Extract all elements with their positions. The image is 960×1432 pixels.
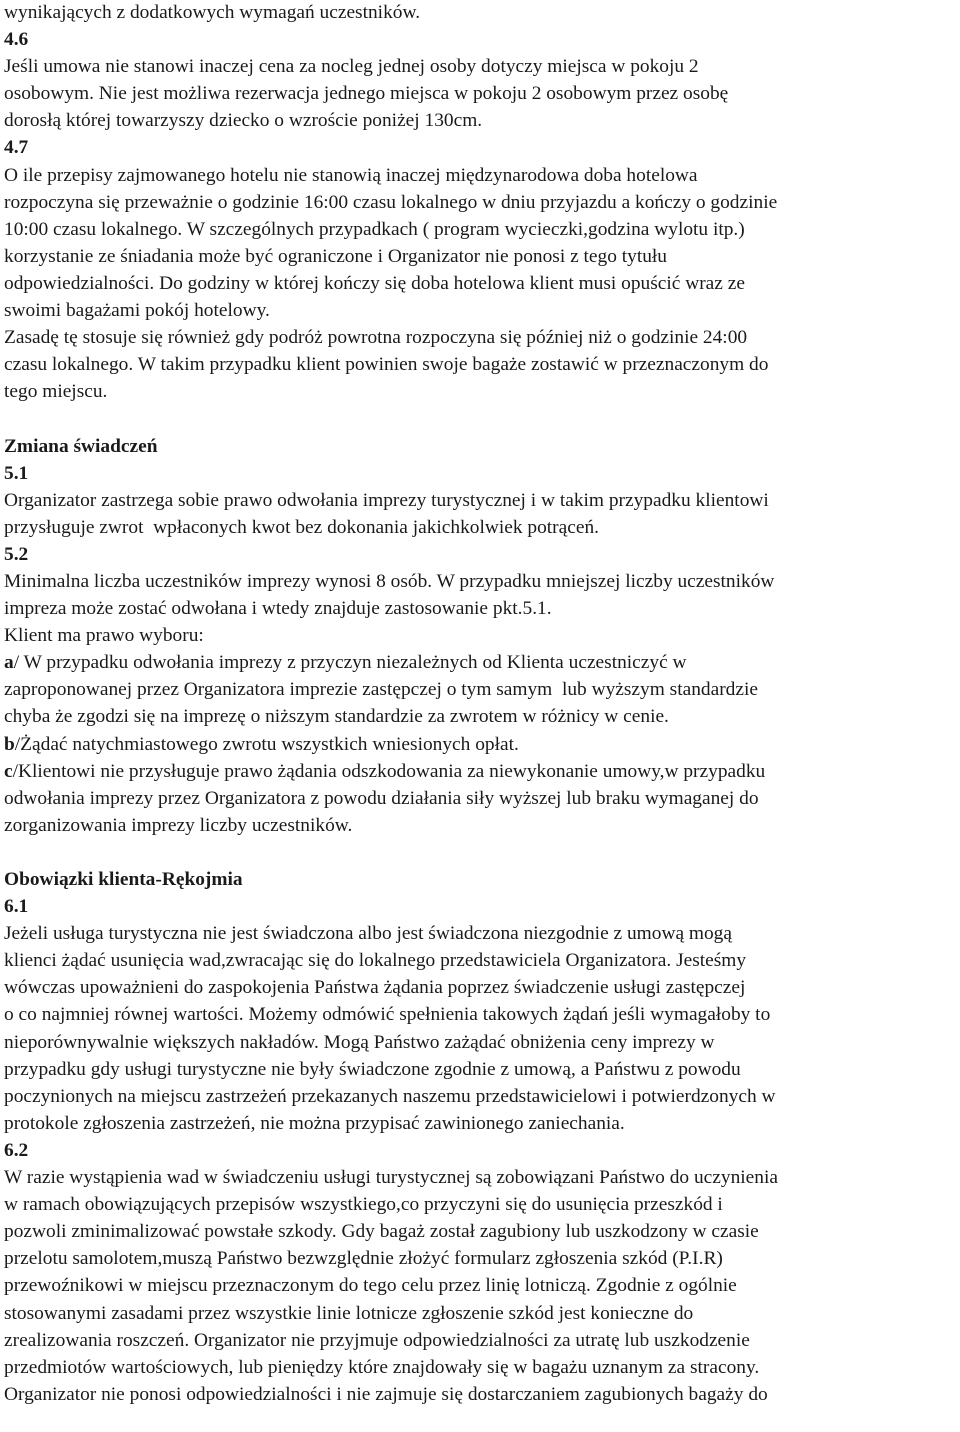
paragraph-line: impreza może zostać odwołana i wtedy znajduje zastosowanie pkt.5.1. bbox=[4, 598, 552, 620]
option-a-text: / W przypadku odwołania imprezy z przyczyn niezależnych od Klienta uczestniczyć w bbox=[13, 652, 687, 674]
paragraph-line: Organizator zastrzega sobie prawo odwołania imprezy turystycznej i w takim przypadku klientowi bbox=[4, 489, 769, 511]
paragraph-line: swoimi bagażami pokój hotelowy. bbox=[4, 300, 270, 322]
section-gap bbox=[4, 839, 960, 866]
option-c-letter: c bbox=[4, 760, 13, 782]
section-number-6-2: 6.2 bbox=[4, 1139, 29, 1161]
paragraph-line: Klient ma prawo wyboru: bbox=[4, 625, 204, 647]
paragraph-line: chyba że zgodzi się na imprezę o niższym standardzie za zwrotem w różnicy w cenie. bbox=[4, 706, 669, 728]
paragraph-line: przysługuje zwrot wpłaconych kwot bez dokonania jakichkolwiek potrąceń. bbox=[4, 516, 599, 538]
paragraph-line: Minimalna liczba uczestników imprezy wynosi 8 osób. W przypadku mniejszej liczby uczestników bbox=[4, 570, 775, 592]
option-b-line bbox=[4, 731, 960, 758]
heading-obowiazki-klienta: Obowiązki klienta-Rękojmia bbox=[4, 869, 243, 890]
paragraph-line: rozpoczyna się przeważnie o godzinie 16:00 czasu lokalnego w dniu przyjazdu a kończy o godzinie bbox=[4, 191, 778, 213]
option-c-line bbox=[4, 758, 960, 785]
paragraph-line: osobowym. Nie jest możliwa rezerwacja jednego miejsca w pokoju 2 osobowym przez osobę bbox=[4, 83, 729, 105]
paragraph-line: klienci żądać usunięcia wad,zwracając się do lokalnego przedstawiciela Organizatora. Jesteśmy bbox=[4, 950, 747, 972]
option-a-letter: a bbox=[4, 652, 14, 674]
paragraph-line: wówczas upoważnieni do zaspokojenia Państwa żądania poprzez świadczenie usługi zastępczej bbox=[4, 977, 746, 999]
section-number-5-1: 5.1 bbox=[4, 462, 29, 484]
paragraph-line: W razie wystąpienia wad w świadczeniu usługi turystycznej są zobowiązani Państwo do uczynienia bbox=[4, 1167, 778, 1189]
intro-line: wynikających z dodatkowych wymagań uczestników. bbox=[4, 2, 421, 23]
paragraph-line: stosowanymi zasadami przez wszystkie linie lotnicze zgłoszenie szkód jest konieczne do bbox=[4, 1302, 694, 1324]
option-b-letter: b bbox=[4, 733, 15, 755]
section-number-6-1: 6.1 bbox=[4, 896, 29, 918]
paragraph-line: o co najmniej równej wartości. Możemy odmówić spełnienia takowych żądań jeśli wymagałoby to bbox=[4, 1004, 771, 1026]
paragraph-line: Zasadę tę stosuje się również gdy podróż powrotna rozpoczyna się później niż o godzinie 24:00 bbox=[4, 327, 748, 349]
paragraph-line: pozwoli zminimalizować powstałe szkody. Gdy bagaż został zagubiony lub uszkodzony w czasie bbox=[4, 1221, 759, 1243]
paragraph-line: Jeżeli usługa turystyczna nie jest świadczona albo jest świadczona niezgodnie z umową mogą bbox=[4, 923, 732, 945]
paragraph-line: odpowiedzialności. Do godziny w której kończy się doba hotelowa klient musi opuścić wraz ze bbox=[4, 272, 745, 294]
section-gap bbox=[4, 405, 960, 432]
paragraph-line: Jeśli umowa nie stanowi inaczej cena za nocleg jednej osoby dotyczy miejsca w pokoju 2 bbox=[4, 56, 699, 78]
paragraph-line: dorosłą której towarzyszy dziecko o wzroście poniżej 130cm. bbox=[4, 110, 483, 132]
section-number-4-7: 4.7 bbox=[4, 137, 29, 159]
section-number-5-2: 5.2 bbox=[4, 543, 29, 565]
paragraph-line: 10:00 czasu lokalnego. W szczególnych przypadkach ( program wycieczki,godzina wylotu itp.) bbox=[4, 218, 745, 240]
option-c-text: /Klientowi nie przysługuje prawo żądania odszkodowania za niewykonanie umowy,w przypadku bbox=[12, 760, 766, 782]
paragraph-line: zaproponowanej przez Organizatora imprezie zastępczej o tym samym lub wyższym standardzie bbox=[4, 679, 758, 701]
option-a-line bbox=[4, 649, 960, 676]
paragraph-line: czasu lokalnego. W takim przypadku klient powinien swoje bagaże zostawić w przeznaczonym do bbox=[4, 354, 769, 376]
paragraph-line: korzystanie ze śniadania może być ograniczone i Organizator nie ponosi z tego tytułu bbox=[4, 245, 668, 267]
heading-zmiana-swiadczen: Zmiana świadczeń bbox=[4, 435, 158, 457]
paragraph-line: nieporównywalnie większych nakładów. Mogą Państwo zażądać obniżenia ceny imprezy w bbox=[4, 1031, 715, 1053]
paragraph-line: w ramach obowiązujących przepisów wszystkiego,co przyczyni się do usunięcia przeszkód i bbox=[4, 1194, 723, 1216]
paragraph-line: odwołania imprezy przez Organizatora z powodu działania siły wyższej lub braku wymaganej do bbox=[4, 787, 759, 809]
paragraph-line: przelotu samolotem,muszą Państwo bezwzględnie złożyć formularz zgłoszenia szkód (P.I.R) bbox=[4, 1248, 723, 1270]
option-b-text: /Żądać natychmiastowego zwrotu wszystkich wniesionych opłat. bbox=[14, 733, 519, 755]
paragraph-line: zrealizowania roszczeń. Organizator nie przyjmuje odpowiedzialności za utratę lub uszkodzenie bbox=[4, 1329, 750, 1351]
document-page bbox=[4, 0, 960, 1408]
paragraph-line: poczynionych na miejscu zastrzeżeń przekazanych naszemu przedstawicielowi i potwierdzonych w bbox=[4, 1085, 776, 1107]
paragraph-line: Organizator nie ponosi odpowiedzialności i nie zajmuje się dostarczaniem zagubionych bagaży do bbox=[4, 1383, 768, 1405]
section-number-4-6: 4.6 bbox=[4, 29, 29, 51]
paragraph-line: O ile przepisy zajmowanego hotelu nie stanowią inaczej międzynarodowa doba hotelowa bbox=[4, 164, 698, 186]
paragraph-line: przypadku gdy usługi turystyczne nie były świadczone zgodnie z umową, a Państwu z powodu bbox=[4, 1058, 741, 1080]
paragraph-line: protokole zgłoszenia zastrzeżeń, nie można przypisać zawinionego zaniechania. bbox=[4, 1112, 625, 1134]
paragraph-line: przedmiotów wartościowych, lub pieniędzy które znajdowały się w bagażu uznanym za stracony. bbox=[4, 1356, 760, 1378]
paragraph-line: przewoźnikowi w miejscu przeznaczonym do tego celu przez linię lotniczą. Zgodnie z ogólnie bbox=[4, 1275, 737, 1297]
paragraph-line: zorganizowania imprezy liczby uczestników. bbox=[4, 814, 353, 836]
paragraph-line: tego miejscu. bbox=[4, 381, 108, 403]
